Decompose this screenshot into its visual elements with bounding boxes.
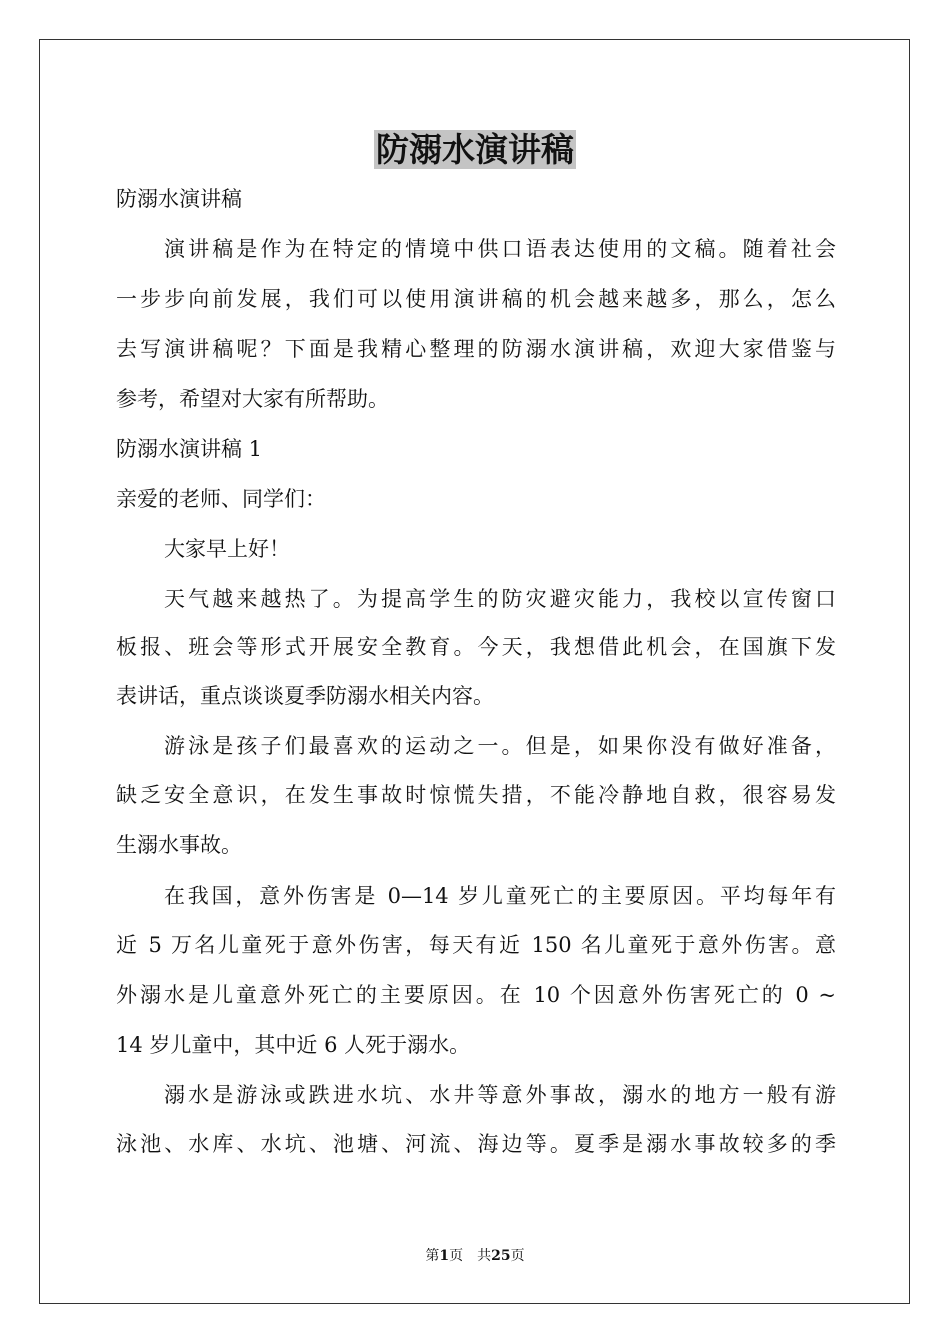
page-footer [0, 1246, 950, 1266]
text-line: 14 岁儿童中，其中近 6 人死于溺水。 [116, 1033, 471, 1057]
text-line: 天气越来越热了。为提高学生的防灾避灾能力，我校以宣传窗口 [164, 587, 836, 611]
text-line: 大家早上好！ [164, 537, 290, 561]
text-line: 溺水是游泳或跌进水坑、水井等意外事故，溺水的地方一般有游 [164, 1083, 836, 1107]
footer-page-mid: 页 共 [449, 1248, 492, 1264]
text-line: 游泳是孩子们最喜欢的运动之一。但是，如果你没有做好准备， [164, 734, 836, 758]
footer-page-suffix: 页 [510, 1248, 525, 1264]
text-line: 去写演讲稿呢？下面是我精心整理的防溺水演讲稿，欢迎大家借鉴与 [116, 337, 836, 361]
text-line: 参考，希望对大家有所帮助。 [116, 387, 389, 411]
text-line: 板报、班会等形式开展安全教育。今天，我想借此机会，在国旗下发 [116, 635, 836, 659]
text-line: 生溺水事故。 [116, 833, 242, 857]
text-line: 近 5 万名儿童死于意外伤害，每天有近 150 名儿童死于意外伤害。意 [116, 933, 836, 957]
text-line: 外溺水是儿童意外死亡的主要原因。在 10 个因意外伤害死亡的 0 ~ [116, 983, 836, 1007]
document-title-text: 防溺水演讲稿 [376, 130, 574, 169]
document-title [0, 126, 950, 174]
text-line: 在我国，意外伤害是 0—14 岁儿童死亡的主要原因。平均每年有 [164, 884, 836, 908]
text-line: 防溺水演讲稿 1 [116, 437, 263, 461]
footer-current-page: 1 [439, 1248, 450, 1264]
text-line: 亲爱的老师、同学们： [116, 487, 326, 511]
page-border [39, 39, 910, 1304]
text-line: 演讲稿是作为在特定的情境中供口语表达使用的文稿。随着社会 [164, 237, 836, 261]
text-line: 表讲话，重点谈谈夏季防溺水相关内容。 [116, 684, 494, 708]
text-line: 防溺水演讲稿 [116, 187, 242, 211]
text-line: 泳池、水库、水坑、池塘、河流、海边等。夏季是溺水事故较多的季 [116, 1132, 836, 1156]
text-line: 缺乏安全意识，在发生事故时惊慌失措，不能冷静地自救，很容易发 [116, 783, 836, 807]
footer-page-prefix: 第 [425, 1248, 440, 1264]
text-line: 一步步向前发展，我们可以使用演讲稿的机会越来越多，那么，怎么 [116, 287, 836, 311]
footer-total-pages: 25 [491, 1248, 511, 1264]
